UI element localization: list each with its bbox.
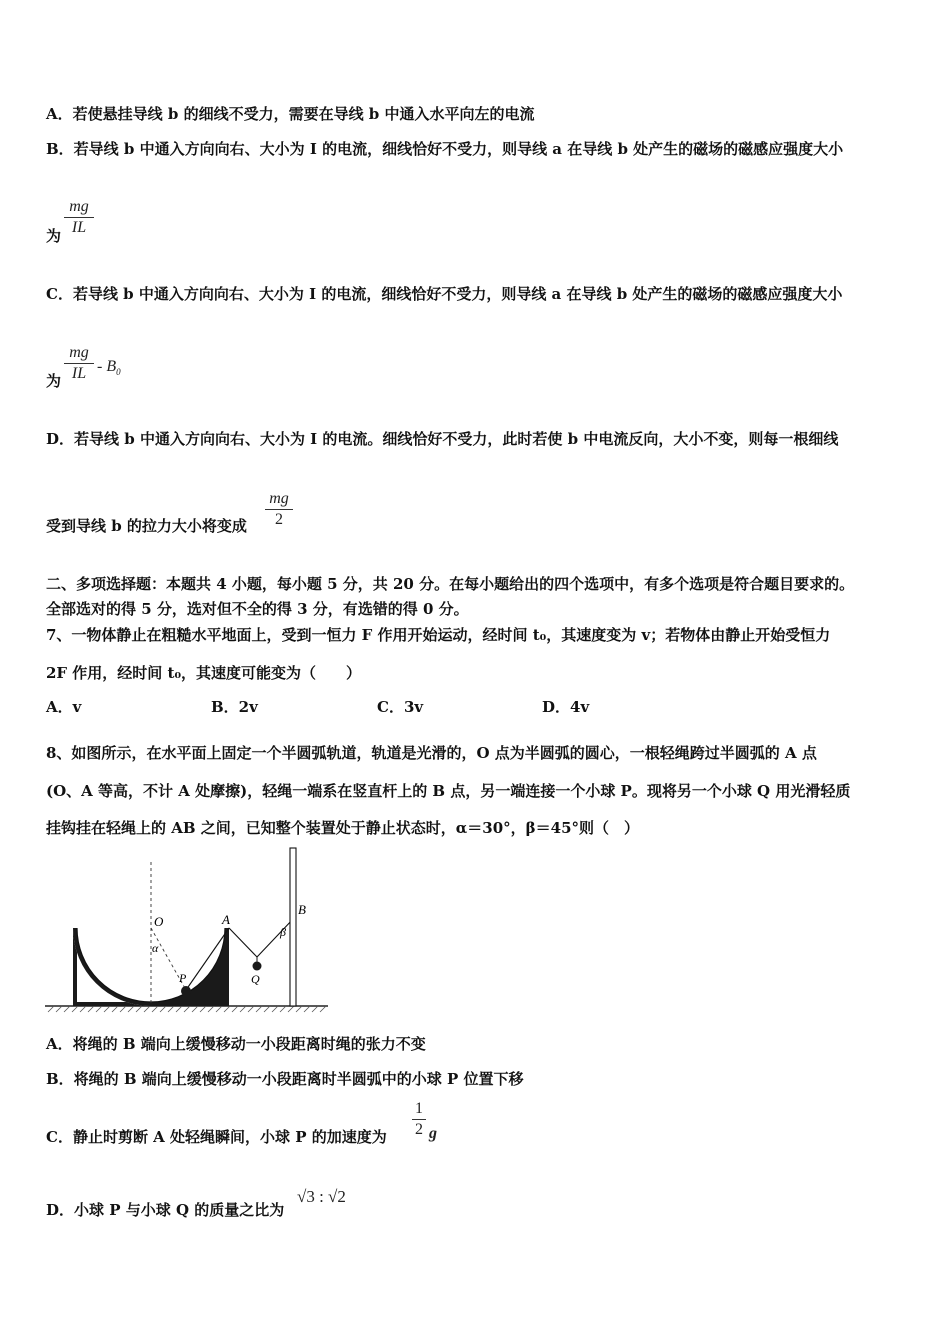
q8-option-b: B．将绳的 B 端向上缓慢移动一小段距离时半圆弧中的小球 P 位置下移 [46,1070,524,1088]
q6-option-c-tail: 为 [46,372,62,390]
q7-option-c: C．3v [377,698,424,716]
q7-option-d: D．4v [542,698,590,716]
fraction-one-half [412,1100,426,1139]
fraction-mg-over-il-b [64,198,94,237]
q6-option-b-tail: 为 [46,227,62,245]
ground-hatching [48,1006,326,1012]
vertical-pole [290,848,296,1006]
q7-line2: 2F 作用，经时间 t₀，其速度可能变为（ ） [46,664,362,682]
q6-option-d: D．若导线 b 中通入方向向右、大小为 I 的电流。细线恰好不受力，此时若使 b 中电流反向，大小不变，则每一根细线 [46,430,839,448]
q8-line2: (O、A 等高，不计 A 处摩擦)，轻绳一端系在竖直杆上的 B 点，另一端连接一个小球 P。现将另一个小球 Q 用光滑轻质 [46,782,851,800]
section2-line2: 全部选对的得 5 分，选对但不全的得 3 分，有选错的得 0 分。 [46,600,469,618]
denominator: 2 [275,511,283,528]
section2-line1: 二、多项选择题：本题共 4 小题，每小题 5 分，共 20 分。在每小题给出的四个选项中，有多个选项是符合题目要求的。 [46,575,855,593]
q8-figure [40,840,340,1020]
q6-option-b: B．若导线 b 中通入方向向右、大小为 I 的电流，细线恰好不受力，则导线 a 在导线 b 处产生的磁场的磁感应强度大小 [46,140,844,158]
numerator: mg [69,198,89,215]
q8-option-d: D．小球 P 与小球 Q 的质量之比为 [46,1201,285,1219]
denominator: IL [71,365,87,382]
label-a: A [222,912,230,927]
fraction-mg-over-2 [265,490,293,529]
label-b: B [298,902,306,917]
ratio-sqrt3-sqrt2: √3 : √2 [297,1187,346,1206]
q6-option-c: C．若导线 b 中通入方向向右、大小为 I 的电流，细线恰好不受力，则导线 a 在导线 b 处产生的磁场的磁感应强度大小 [46,285,843,303]
ball-q [253,962,262,971]
rope-a-hook [229,928,257,957]
label-q: Q [251,972,260,986]
symbol-g: g [429,1125,437,1142]
q6-option-d-tail: 受到导线 b 的拉力大小将变成 [46,517,247,535]
q7-line1: 7、一物体静止在粗糙水平地面上，受到一恒力 F 作用开始运动，经时间 t₀，其速度变为 v；若物体由静止开始受恒力 [46,626,831,644]
label-beta: β [280,925,286,939]
label-alpha: α [152,941,159,955]
label-o: O [154,914,164,929]
q8-option-c: C．静止时剪断 A 处轻绳瞬间，小球 P 的加速度为 [46,1128,387,1146]
rope-hook-b [257,918,294,957]
numerator: 1 [415,1100,423,1117]
fraction-mg-over-il-c [64,344,94,383]
minus-b-text: - B [97,358,117,375]
q7-option-a: A．v [46,698,82,716]
q6-option-a: A．若使悬挂导线 b 的细线不受力，需要在导线 b 中通入水平向左的电流 [46,105,535,123]
label-p: P [179,971,187,985]
q8-line1: 8、如图所示，在水平面上固定一个半圆弧轨道，轨道是光滑的，O 点为半圆弧的圆心，一根轻绳跨过半圆弧的 A 点 [46,744,817,762]
b0-subscript: 0 [116,367,121,378]
q7-option-b: B．2v [211,698,258,716]
q8-option-a: A．将绳的 B 端向上缓慢移动一小段距离时绳的张力不变 [46,1035,426,1053]
denominator: IL [71,219,87,236]
q8-line3: 挂钩挂在轻绳上的 AB 之间，已知整个装置处于静止状态时，α＝30°，β＝45°则（ ） [46,819,640,837]
numerator: mg [69,344,89,361]
minus-b0 [97,358,121,377]
ball-p [181,986,191,996]
denominator: 2 [415,1121,423,1138]
numerator: mg [269,490,289,507]
